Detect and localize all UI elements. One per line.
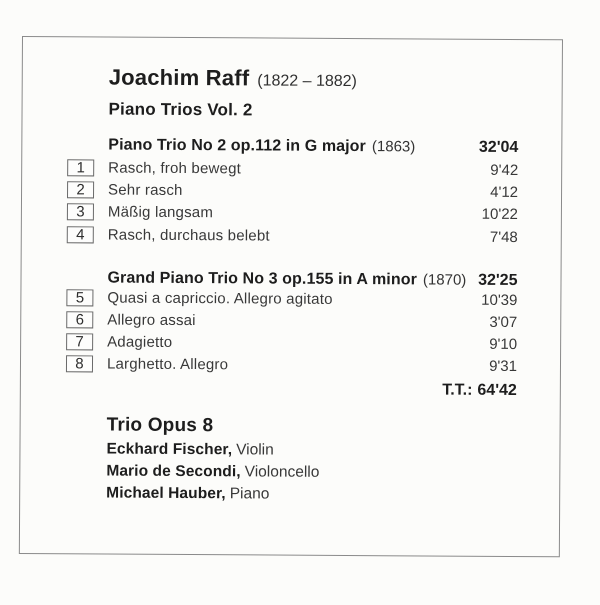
work-2-year: (1870) xyxy=(422,271,467,289)
track-title: Allegro assai xyxy=(107,311,196,330)
track-duration: 4'12 xyxy=(490,183,519,202)
track-number: 1 xyxy=(76,159,85,177)
track-number: 8 xyxy=(75,355,84,373)
total-time-value: 64'42 xyxy=(477,381,517,400)
track-row xyxy=(67,223,518,248)
composer-name: Joachim Raff xyxy=(108,64,250,91)
album-header xyxy=(108,66,357,122)
track-number-box xyxy=(66,333,93,350)
track-title: Adagietto xyxy=(107,333,173,351)
work-1-year: (1863) xyxy=(371,138,416,156)
work-2-title-line xyxy=(107,270,466,290)
ensemble-members xyxy=(106,439,319,507)
track-row xyxy=(67,156,518,181)
work-1-header xyxy=(108,137,518,158)
track-number-box xyxy=(66,290,93,307)
work-2-tracklist xyxy=(66,287,518,377)
track-duration: 3'07 xyxy=(489,314,518,332)
track-row xyxy=(66,287,517,312)
work-2-duration: 32'25 xyxy=(478,271,518,290)
track-number-box xyxy=(66,311,93,328)
track-title: Quasi a capriccio. Allegro agitato xyxy=(107,289,333,309)
track-number-box xyxy=(67,181,94,198)
track-title: Sehr rasch xyxy=(108,181,183,200)
track-number-box xyxy=(67,159,94,176)
track-duration: 9'42 xyxy=(490,161,519,179)
work-1-duration: 32'04 xyxy=(478,138,519,157)
track-duration: 9'10 xyxy=(489,335,518,354)
track-number: 7 xyxy=(75,333,84,351)
member-instrument: Piano xyxy=(229,485,270,503)
ensemble-name: Trio Opus 8 xyxy=(106,414,214,437)
composer-line xyxy=(109,66,357,95)
track-number-box xyxy=(67,204,94,221)
track-number: 6 xyxy=(75,311,84,329)
track-row xyxy=(67,201,518,226)
total-time-line xyxy=(107,380,517,401)
tracklist-panel xyxy=(19,36,563,557)
ensemble-member xyxy=(106,483,319,507)
work-2-title: Grand Piano Trio No 3 op.155 in A minor xyxy=(107,269,418,289)
member-instrument: Violin xyxy=(236,441,274,459)
track-duration: 10'39 xyxy=(481,292,518,310)
track-row xyxy=(67,179,518,204)
track-number: 2 xyxy=(76,181,85,199)
member-name: Mario de Secondi, xyxy=(106,462,241,481)
work-1-title: Piano Trio No 2 op.112 in G major xyxy=(108,136,366,156)
track-number: 5 xyxy=(75,289,85,307)
track-row xyxy=(66,353,517,378)
work-1-title-line xyxy=(108,137,415,157)
member-instrument: Violoncello xyxy=(244,463,320,482)
track-number-box xyxy=(67,226,94,243)
track-row xyxy=(66,309,517,334)
track-row xyxy=(66,331,517,356)
member-name: Michael Hauber, xyxy=(106,484,226,503)
work-1-tracklist xyxy=(67,156,519,248)
track-duration: 10'22 xyxy=(481,206,518,224)
track-title: Mäßig langsam xyxy=(107,203,214,222)
track-title: Rasch, durchaus belebt xyxy=(107,226,270,245)
composer-dates: (1822 – 1882) xyxy=(257,72,357,91)
track-number: 3 xyxy=(76,203,85,221)
member-name: Eckhard Fischer, xyxy=(106,440,233,459)
ensemble-member xyxy=(106,461,319,485)
track-title: Rasch, froh bewegt xyxy=(108,159,242,178)
total-time-label: T.T.: xyxy=(442,381,473,399)
track-number-box xyxy=(66,355,93,372)
ensemble-member xyxy=(106,439,319,463)
album-title: Piano Trios Vol. 2 xyxy=(108,99,253,120)
track-duration: 7'48 xyxy=(489,228,518,246)
track-duration: 9'31 xyxy=(489,357,518,375)
track-number: 4 xyxy=(76,226,85,244)
track-title: Larghetto. Allegro xyxy=(106,355,229,374)
